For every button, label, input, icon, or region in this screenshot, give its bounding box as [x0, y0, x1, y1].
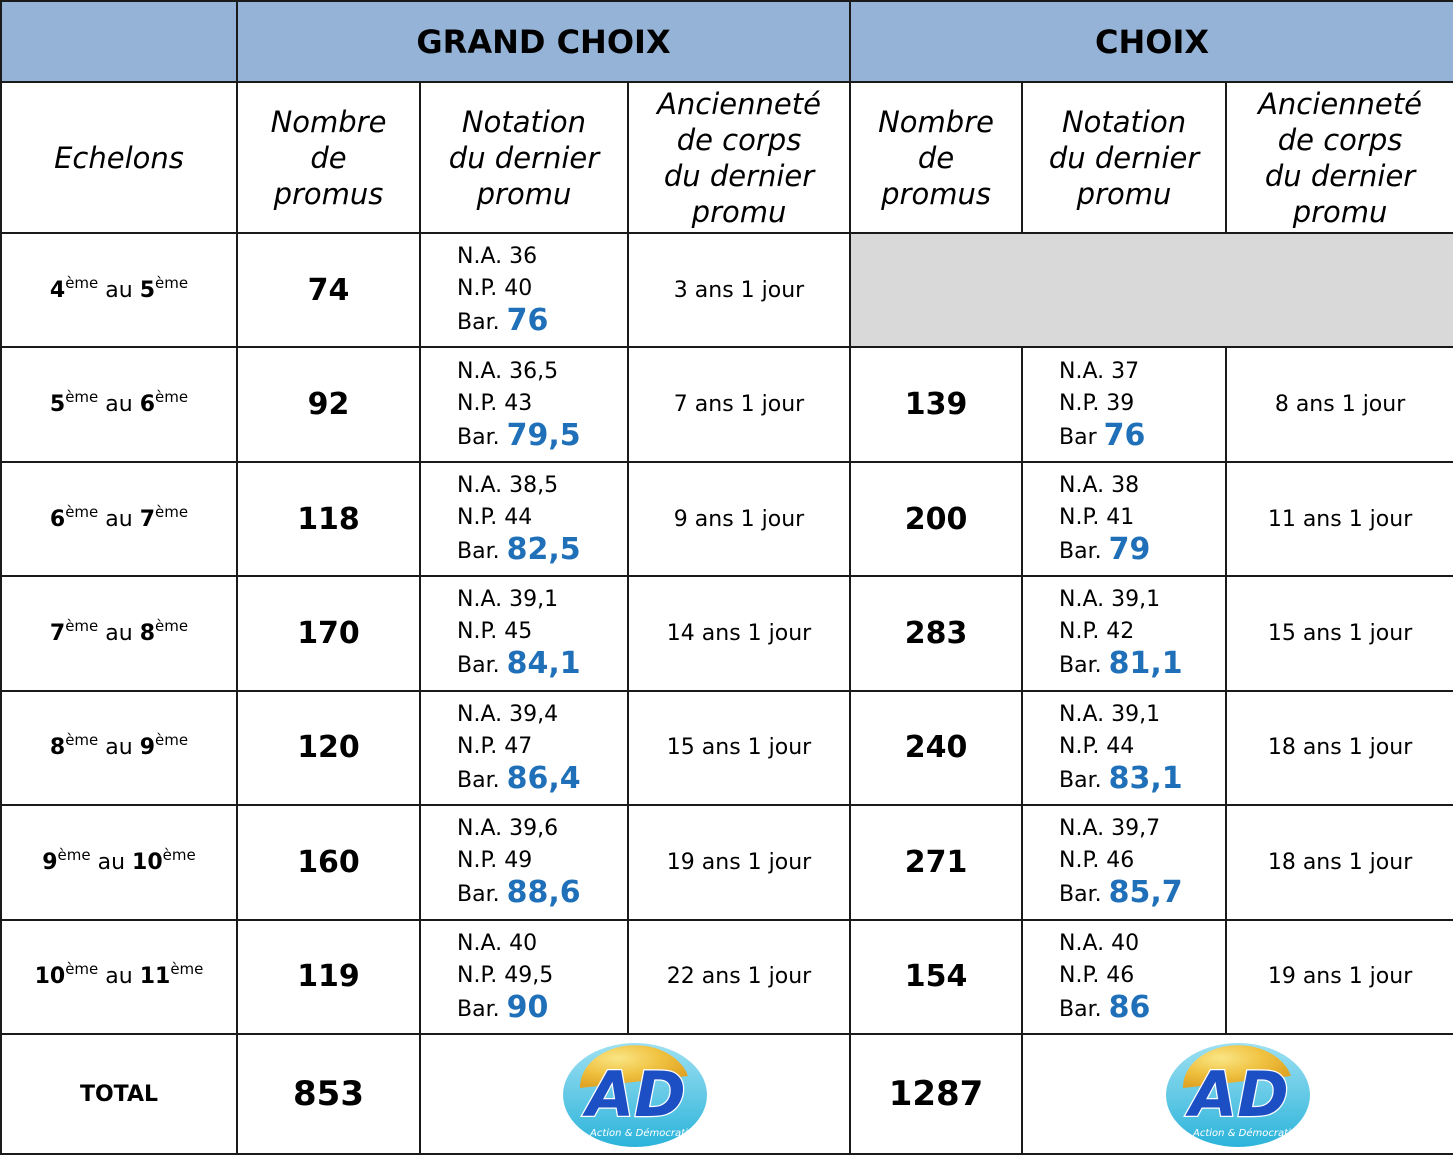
echelon-from-suffix: ème — [65, 731, 99, 750]
gc-notation-header — [420, 82, 628, 233]
echelon-to-suffix: ème — [162, 845, 196, 864]
c-anciennete-cell: 8 ans 1 jour — [1226, 347, 1453, 461]
table-row — [1, 462, 1453, 576]
bar-value: 79,5 — [506, 417, 581, 453]
c-promus-cell: 283 — [850, 576, 1022, 690]
echelon-connector: au — [98, 392, 140, 418]
echelon-cell — [1, 576, 237, 690]
echelon-from: 8 — [49, 735, 66, 761]
c-notation-header — [1022, 82, 1226, 233]
bar-label: Bar. — [1059, 996, 1109, 1022]
c-promus-cell: 271 — [850, 805, 1022, 919]
ad-logo — [1163, 1040, 1313, 1148]
echelon-connector: au — [98, 620, 140, 646]
np-line: N.P. 46 — [1059, 848, 1135, 874]
c-logo-cell — [1022, 1034, 1453, 1154]
echelon-from: 7 — [49, 620, 66, 646]
group-header-row — [1, 1, 1453, 82]
np-line: N.P. 43 — [457, 390, 533, 416]
echelon-cell — [1, 462, 237, 576]
bar-value: 76 — [1103, 417, 1146, 453]
echelon-to-suffix: ème — [155, 388, 189, 407]
header-line: de corps — [1277, 122, 1403, 157]
logo-tagline: Action & Démocratie — [1193, 1128, 1298, 1139]
total-row — [1, 1034, 1453, 1154]
grand-choix-header: GRAND CHOIX — [237, 1, 850, 82]
bar-label: Bar. — [457, 539, 507, 565]
header-line: Nombre — [878, 104, 994, 139]
table-row — [1, 576, 1453, 690]
echelons-header-label: Echelons — [54, 140, 184, 175]
bar-label: Bar. — [1059, 882, 1109, 908]
echelon-from-suffix: ème — [65, 960, 99, 979]
c-promus-cell: 240 — [850, 691, 1022, 805]
echelon-from-suffix: ème — [65, 388, 99, 407]
header-line: Notation — [1061, 104, 1187, 139]
c-notation-cell — [1022, 805, 1226, 919]
header-line: promus — [881, 176, 991, 211]
logo-letters: AD — [586, 1058, 686, 1131]
gc-anciennete-cell: 14 ans 1 jour — [628, 576, 850, 690]
table-row — [1, 920, 1453, 1034]
echelon-connector: au — [98, 964, 140, 990]
bar-line — [1059, 534, 1225, 568]
header-line: promu — [1292, 194, 1388, 229]
np-line: N.P. 47 — [457, 733, 533, 759]
c-total-value: 1287 — [850, 1034, 1022, 1154]
np-line: N.P. 49 — [457, 848, 533, 874]
echelon-cell — [1, 805, 237, 919]
gc-notation-cell — [420, 691, 628, 805]
bar-line — [1059, 760, 1225, 797]
bar-value: 90 — [506, 989, 549, 1025]
echelon-to: 10 — [132, 849, 163, 875]
bar-value: 82,5 — [506, 532, 581, 568]
bar-label: Bar. — [1059, 653, 1109, 679]
echelon-from: 4 — [49, 277, 66, 303]
echelon-connector: au — [98, 735, 140, 761]
gc-notation-cell — [420, 233, 628, 347]
bar-line — [457, 989, 627, 1026]
echelon-to: 11 — [139, 964, 171, 990]
gc-total-value: 853 — [237, 1034, 420, 1154]
na-line: N.A. 39,1 — [1059, 701, 1161, 727]
gc-anciennete-cell: 3 ans 1 jour — [628, 233, 850, 347]
bar-line — [457, 534, 627, 568]
gc-anciennete-cell: 9 ans 1 jour — [628, 462, 850, 576]
gc-notation-cell — [420, 920, 628, 1034]
gc-anciennete-cell: 22 ans 1 jour — [628, 920, 850, 1034]
c-promus-cell: 154 — [850, 920, 1022, 1034]
gc-promus-cell: 118 — [237, 462, 420, 576]
logo-tagline: Action & Démocratie — [590, 1128, 694, 1139]
gc-promus-cell: 74 — [237, 233, 420, 347]
c-anciennete-cell: 18 ans 1 jour — [1226, 691, 1453, 805]
echelons-header — [1, 82, 237, 233]
c-anciennete-cell: 15 ans 1 jour — [1226, 576, 1453, 690]
gc-anciennete-cell: 19 ans 1 jour — [628, 805, 850, 919]
np-line: N.P. 45 — [457, 619, 533, 645]
bar-value: 84,1 — [506, 646, 581, 682]
na-line: N.A. 38,5 — [457, 473, 559, 499]
gc-notation-cell — [420, 576, 628, 690]
bar-value: 85,7 — [1108, 875, 1183, 911]
echelon-from-suffix: ème — [65, 502, 99, 521]
echelon-to-suffix: ème — [155, 616, 189, 635]
header-line: promu — [1076, 176, 1172, 211]
echelon-to-suffix: ème — [170, 960, 204, 979]
bar-value: 88,6 — [506, 875, 581, 911]
header-line: du dernier — [663, 158, 815, 193]
na-line: N.A. 36 — [457, 244, 538, 270]
echelon-cell — [1, 920, 237, 1034]
echelon-cell — [1, 691, 237, 805]
total-label: TOTAL — [1, 1034, 237, 1154]
gc-anciennete-cell: 7 ans 1 jour — [628, 347, 850, 461]
echelon-to-suffix: ème — [155, 273, 189, 292]
bar-line — [1059, 648, 1225, 682]
bar-value: 86,4 — [506, 760, 581, 796]
header-line: Ancienneté — [1258, 86, 1422, 121]
gc-notation-cell — [420, 805, 628, 919]
bar-value: 79 — [1108, 532, 1151, 568]
echelon-to: 9 — [139, 735, 156, 761]
header-line: promus — [273, 176, 384, 211]
gc-anciennete-cell: 15 ans 1 jour — [628, 691, 850, 805]
echelon-to: 5 — [139, 277, 156, 303]
na-line: N.A. 39,4 — [457, 701, 559, 727]
echelon-from: 5 — [49, 392, 66, 418]
gc-promus-cell: 119 — [237, 920, 420, 1034]
c-notation-cell — [1022, 462, 1226, 576]
echelon-cell — [1, 347, 237, 461]
header-line: promu — [691, 194, 787, 229]
header-line: du dernier — [1264, 158, 1416, 193]
gc-notation-cell — [420, 347, 628, 461]
bar-label: Bar. — [457, 310, 507, 336]
table-row — [1, 805, 1453, 919]
bar-line — [1059, 877, 1225, 911]
na-line: N.A. 39,1 — [1059, 587, 1161, 613]
gc-notation-cell — [420, 462, 628, 576]
bar-line — [1059, 417, 1225, 454]
echelon-connector: au — [98, 506, 140, 532]
header-line: du dernier — [1048, 140, 1200, 175]
c-nombre-header — [850, 82, 1022, 233]
c-notation-cell — [1022, 920, 1226, 1034]
header-blank-cell — [1, 1, 237, 82]
na-line: N.A. 38 — [1059, 473, 1140, 499]
bar-line — [1059, 989, 1225, 1026]
bar-label: Bar. — [457, 424, 507, 450]
np-line: N.P. 39 — [1059, 390, 1135, 416]
table-row — [1, 691, 1453, 805]
echelon-from-suffix: ème — [57, 845, 91, 864]
na-line: N.A. 40 — [457, 930, 538, 956]
bar-value: 83,1 — [1108, 760, 1183, 796]
na-line: N.A. 36,5 — [457, 358, 559, 384]
header-line: de — [310, 140, 347, 175]
header-line: promu — [476, 176, 572, 211]
header-line: de — [917, 140, 955, 175]
np-line: N.P. 44 — [1059, 733, 1135, 759]
echelon-from-suffix: ème — [65, 616, 99, 635]
echelon-from: 9 — [42, 849, 58, 875]
empty-choix-cell — [850, 233, 1453, 347]
bar-value: 76 — [506, 303, 549, 339]
header-line: Notation — [461, 104, 587, 139]
gc-logo-cell — [420, 1034, 850, 1154]
echelon-to: 8 — [139, 620, 156, 646]
choix-header: CHOIX — [850, 1, 1453, 82]
np-line: N.P. 46 — [1059, 962, 1135, 988]
np-line: N.P. 42 — [1059, 619, 1135, 645]
echelon-to: 6 — [139, 392, 156, 418]
gc-anciennete-header — [628, 82, 850, 233]
c-promus-cell: 200 — [850, 462, 1022, 576]
echelon-to-suffix: ème — [155, 731, 189, 750]
c-notation-cell — [1022, 691, 1226, 805]
np-line: N.P. 44 — [457, 505, 533, 531]
na-line: N.A. 39,6 — [457, 816, 559, 842]
header-line: Nombre — [270, 104, 387, 139]
c-promus-cell: 139 — [850, 347, 1022, 461]
echelon-from-suffix: ème — [65, 273, 99, 292]
echelon-to: 7 — [139, 506, 156, 532]
c-notation-cell — [1022, 347, 1226, 461]
bar-line — [457, 877, 627, 911]
logo-letters: AD — [1189, 1058, 1289, 1131]
na-line: N.A. 37 — [1059, 358, 1140, 384]
np-line: N.P. 49,5 — [457, 962, 554, 988]
column-header-row — [1, 82, 1453, 233]
header-line: de corps — [676, 122, 802, 157]
table-row — [1, 233, 1453, 347]
gc-promus-cell: 160 — [237, 805, 420, 919]
na-line: N.A. 39,7 — [1059, 816, 1161, 842]
header-line: du dernier — [448, 140, 600, 175]
gc-promus-cell: 92 — [237, 347, 420, 461]
bar-value: 86 — [1108, 989, 1151, 1025]
echelon-cell — [1, 233, 237, 347]
bar-line — [457, 760, 627, 797]
bar-label: Bar. — [457, 882, 507, 908]
table-body — [1, 233, 1453, 1034]
c-anciennete-cell: 19 ans 1 jour — [1226, 920, 1453, 1034]
gc-promus-cell: 170 — [237, 576, 420, 690]
echelon-to-suffix: ème — [155, 502, 189, 521]
bar-label: Bar. — [457, 996, 507, 1022]
c-anciennete-cell: 18 ans 1 jour — [1226, 805, 1453, 919]
gc-promus-cell: 120 — [237, 691, 420, 805]
bar-label: Bar — [1059, 424, 1104, 450]
echelon-from: 6 — [49, 506, 66, 532]
bar-line — [457, 648, 627, 682]
c-notation-cell — [1022, 576, 1226, 690]
header-line: Ancienneté — [657, 86, 821, 121]
gc-nombre-header — [237, 82, 420, 233]
echelon-connector: au — [98, 277, 140, 303]
echelon-from: 10 — [34, 964, 66, 990]
bar-label: Bar. — [457, 653, 507, 679]
bar-value: 81,1 — [1108, 646, 1183, 682]
ad-logo — [560, 1040, 710, 1148]
bar-label: Bar. — [457, 767, 507, 793]
echelon-connector: au — [90, 849, 133, 875]
np-line: N.P. 41 — [1059, 505, 1135, 531]
bar-label: Bar. — [1059, 539, 1109, 565]
table-row — [1, 347, 1453, 461]
np-line: N.P. 40 — [457, 276, 533, 302]
bar-line — [457, 305, 627, 339]
c-anciennete-header — [1226, 82, 1453, 233]
na-line: N.A. 40 — [1059, 930, 1140, 956]
bar-line — [457, 417, 627, 454]
c-anciennete-cell: 11 ans 1 jour — [1226, 462, 1453, 576]
na-line: N.A. 39,1 — [457, 587, 559, 613]
bar-label: Bar. — [1059, 767, 1109, 793]
